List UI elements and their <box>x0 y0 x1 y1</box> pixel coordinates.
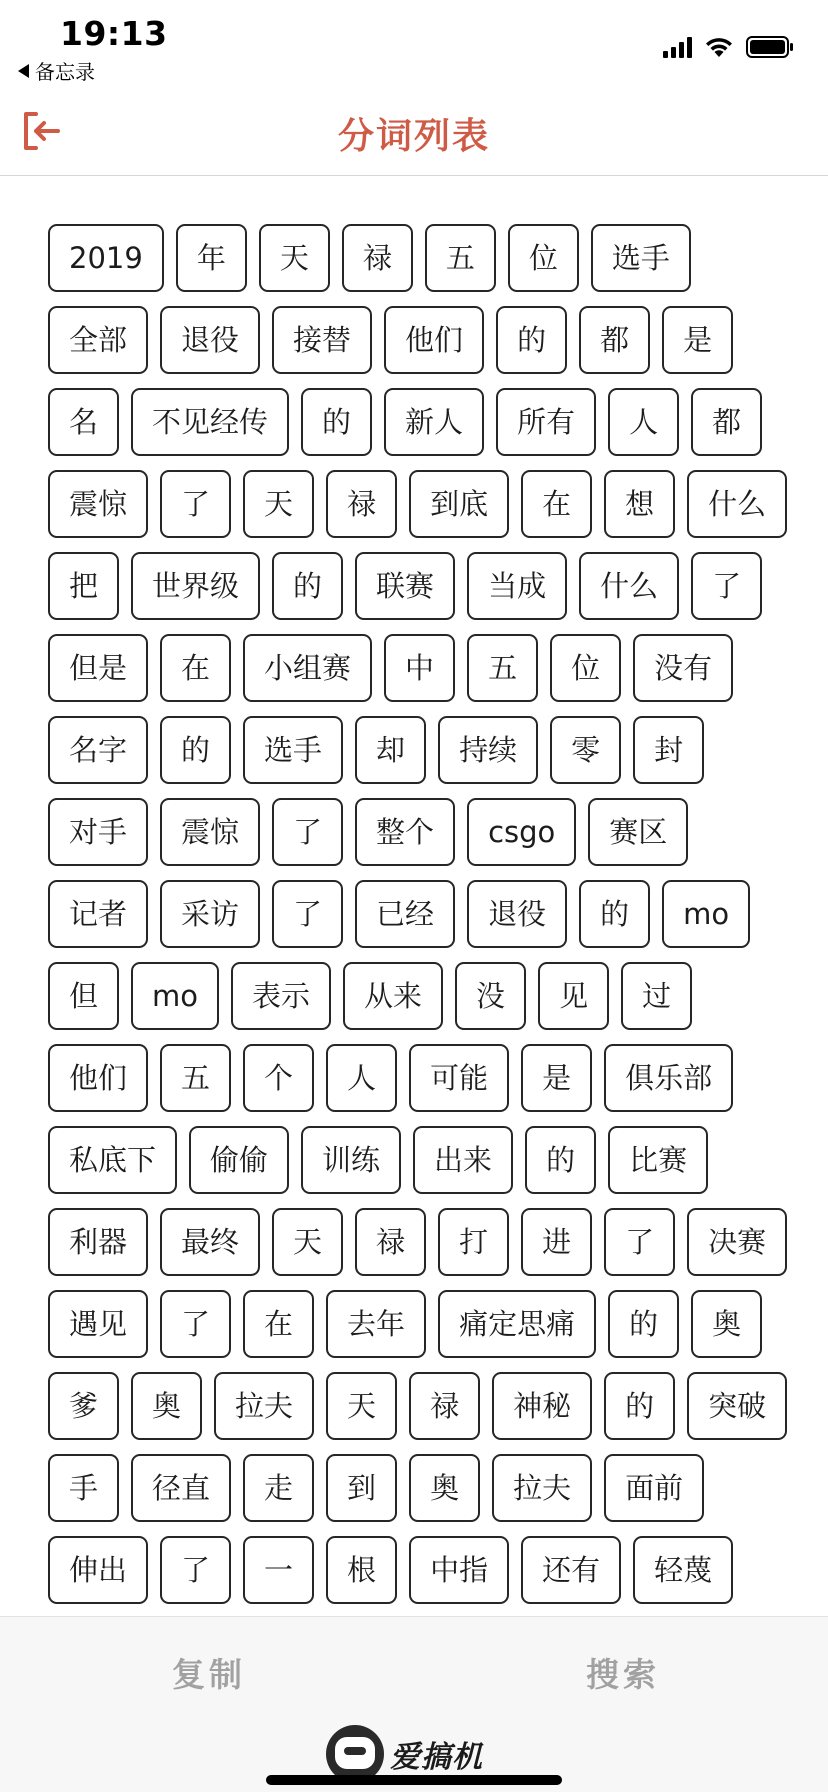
token-chip[interactable]: 奥 <box>131 1372 202 1440</box>
token-chip[interactable]: 私底下 <box>48 1126 177 1194</box>
token-chip[interactable]: 禄 <box>342 224 413 292</box>
token-chip[interactable]: 了 <box>160 1536 231 1604</box>
token-chip[interactable]: 是 <box>521 1044 592 1112</box>
token-chip[interactable]: 位 <box>550 634 621 702</box>
token-chip[interactable]: 接替 <box>272 306 372 374</box>
token-chip[interactable]: 已经 <box>355 880 455 948</box>
token-chip[interactable]: 持续 <box>438 716 538 784</box>
page-title: 分词列表 <box>337 116 490 157</box>
token-chip[interactable]: 对手 <box>48 798 148 866</box>
token-chip[interactable]: 的 <box>579 880 650 948</box>
status-bar <box>0 0 828 88</box>
token-chip[interactable]: 了 <box>604 1208 675 1276</box>
token-chip[interactable]: 轻蔑 <box>633 1536 733 1604</box>
token-chip[interactable]: 遇见 <box>48 1290 148 1358</box>
wifi-icon <box>704 36 734 58</box>
token-chip[interactable]: 选手 <box>591 224 691 292</box>
token-chip[interactable]: 走 <box>243 1454 314 1522</box>
token-chip[interactable]: 把 <box>48 552 119 620</box>
token-chip[interactable]: 都 <box>579 306 650 374</box>
token-chip[interactable]: 去年 <box>326 1290 426 1358</box>
token-chip[interactable]: 封 <box>633 716 704 784</box>
token-chip[interactable]: 训练 <box>301 1126 401 1194</box>
token-chip[interactable]: 打 <box>438 1208 509 1276</box>
token-list <box>48 224 788 1686</box>
token-chip[interactable]: 见 <box>538 962 609 1030</box>
token-chip[interactable]: 退役 <box>160 306 260 374</box>
token-chip[interactable]: 中指 <box>409 1536 509 1604</box>
token-chip[interactable]: 没 <box>455 962 526 1030</box>
search-button[interactable]: 搜索 <box>586 1655 660 1694</box>
token-chip[interactable]: 的 <box>301 388 372 456</box>
token-chip[interactable]: 进 <box>521 1208 592 1276</box>
token-chip[interactable]: 了 <box>272 880 343 948</box>
token-chip[interactable]: 震惊 <box>160 798 260 866</box>
token-chip[interactable]: 最终 <box>160 1208 260 1276</box>
token-chip[interactable]: 了 <box>272 798 343 866</box>
token-chip[interactable]: 到 <box>326 1454 397 1522</box>
token-chip[interactable]: 的 <box>160 716 231 784</box>
battery-icon <box>746 36 794 58</box>
token-chip[interactable]: 五 <box>467 634 538 702</box>
home-indicator[interactable] <box>266 1775 562 1785</box>
token-chip[interactable]: 想 <box>604 470 675 538</box>
token-chip[interactable]: 的 <box>496 306 567 374</box>
token-chip[interactable]: 表示 <box>231 962 331 1030</box>
token-chip[interactable]: 的 <box>525 1126 596 1194</box>
token-chip[interactable]: 人 <box>608 388 679 456</box>
token-chip[interactable]: 的 <box>272 552 343 620</box>
copy-button[interactable]: 复制 <box>172 1655 246 1694</box>
back-to-app-button[interactable] <box>18 56 95 85</box>
token-chip[interactable]: 手 <box>48 1454 119 1522</box>
token-chip[interactable]: 但 <box>48 962 119 1030</box>
token-chip[interactable]: 中 <box>384 634 455 702</box>
app-header <box>0 88 828 176</box>
token-chip[interactable]: 从来 <box>343 962 443 1030</box>
token-chip[interactable]: 爹 <box>48 1372 119 1440</box>
token-chip[interactable]: 什么 <box>579 552 679 620</box>
token-chip[interactable]: 名 <box>48 388 119 456</box>
token-chip[interactable]: 所有 <box>496 388 596 456</box>
back-triangle-icon <box>18 64 29 78</box>
token-chip[interactable]: 年 <box>176 224 247 292</box>
token-chip[interactable]: 在 <box>243 1290 314 1358</box>
token-chip[interactable]: 可能 <box>409 1044 509 1112</box>
token-chip[interactable]: 径直 <box>131 1454 231 1522</box>
token-chip[interactable]: 天 <box>259 224 330 292</box>
token-chip[interactable]: 赛区 <box>588 798 688 866</box>
token-chip[interactable]: 突破 <box>687 1372 787 1440</box>
token-chip[interactable]: 当成 <box>467 552 567 620</box>
token-chip[interactable]: 过 <box>621 962 692 1030</box>
token-chip[interactable]: 五 <box>160 1044 231 1112</box>
token-chip[interactable]: 禄 <box>355 1208 426 1276</box>
token-chip[interactable]: 偷偷 <box>189 1126 289 1194</box>
token-chip[interactable]: 记者 <box>48 880 148 948</box>
token-chip[interactable]: 都 <box>691 388 762 456</box>
token-chip[interactable]: 的 <box>608 1290 679 1358</box>
token-chip[interactable]: 了 <box>160 470 231 538</box>
status-icons <box>663 36 794 58</box>
token-scroll-area[interactable] <box>0 176 828 1616</box>
token-chip[interactable]: 震惊 <box>48 470 148 538</box>
token-chip[interactable]: 出来 <box>413 1126 513 1194</box>
token-chip[interactable]: mo <box>131 962 219 1030</box>
token-chip[interactable]: 却 <box>355 716 426 784</box>
token-chip[interactable]: csgo <box>467 798 576 866</box>
token-chip[interactable]: 新人 <box>384 388 484 456</box>
token-chip[interactable]: 奥 <box>409 1454 480 1522</box>
token-chip[interactable]: 退役 <box>467 880 567 948</box>
token-chip[interactable]: 还有 <box>521 1536 621 1604</box>
token-chip[interactable]: 禄 <box>409 1372 480 1440</box>
token-chip[interactable]: 决赛 <box>687 1208 787 1276</box>
token-chip[interactable]: 位 <box>508 224 579 292</box>
token-chip[interactable]: 到底 <box>409 470 509 538</box>
token-chip[interactable]: 没有 <box>633 634 733 702</box>
token-chip[interactable]: 禄 <box>326 470 397 538</box>
token-chip[interactable]: 不见经传 <box>131 388 289 456</box>
token-chip[interactable]: 零 <box>550 716 621 784</box>
token-chip[interactable]: 天 <box>272 1208 343 1276</box>
token-chip[interactable]: 小组赛 <box>243 634 372 702</box>
token-chip[interactable]: 俱乐部 <box>604 1044 733 1112</box>
token-chip[interactable]: 天 <box>243 470 314 538</box>
logo-text: 爱搞机 <box>390 1740 483 1775</box>
token-chip[interactable]: 根 <box>326 1536 397 1604</box>
token-chip[interactable]: 在 <box>521 470 592 538</box>
token-chip[interactable]: 2019 <box>48 224 164 292</box>
token-chip[interactable]: mo <box>662 880 750 948</box>
token-chip[interactable]: 名字 <box>48 716 148 784</box>
token-chip[interactable]: 利器 <box>48 1208 148 1276</box>
token-chip[interactable]: 拉夫 <box>492 1454 592 1522</box>
token-chip[interactable]: 联赛 <box>355 552 455 620</box>
token-chip[interactable]: 个 <box>243 1044 314 1112</box>
token-chip[interactable]: 了 <box>691 552 762 620</box>
back-app-label: 备忘录 <box>35 60 95 84</box>
token-chip[interactable]: 痛定思痛 <box>438 1290 596 1358</box>
token-chip[interactable]: 神秘 <box>492 1372 592 1440</box>
token-chip[interactable]: 的 <box>604 1372 675 1440</box>
token-chip[interactable]: 整个 <box>355 798 455 866</box>
status-time: 19:13 <box>60 14 168 53</box>
token-chip[interactable]: 拉夫 <box>214 1372 314 1440</box>
token-chip[interactable]: 比赛 <box>608 1126 708 1194</box>
token-chip[interactable]: 是 <box>662 306 733 374</box>
signal-icon <box>663 36 692 58</box>
token-chip[interactable]: 选手 <box>243 716 343 784</box>
token-chip[interactable]: 他们 <box>48 1044 148 1112</box>
token-chip[interactable]: 采访 <box>160 880 260 948</box>
token-chip[interactable]: 面前 <box>604 1454 704 1522</box>
token-chip[interactable]: 什么 <box>687 470 787 538</box>
token-chip[interactable]: 一 <box>243 1536 314 1604</box>
bottom-bar <box>0 1616 828 1792</box>
token-chip[interactable]: 了 <box>160 1290 231 1358</box>
token-chip[interactable]: 天 <box>326 1372 397 1440</box>
token-chip[interactable]: 人 <box>326 1044 397 1112</box>
token-chip[interactable]: 世界级 <box>131 552 260 620</box>
token-chip[interactable]: 奥 <box>691 1290 762 1358</box>
token-chip[interactable]: 但是 <box>48 634 148 702</box>
token-chip[interactable]: 全部 <box>48 306 148 374</box>
token-chip[interactable]: 在 <box>160 634 231 702</box>
token-chip[interactable]: 五 <box>425 224 496 292</box>
token-chip[interactable]: 他们 <box>384 306 484 374</box>
token-chip[interactable]: 伸出 <box>48 1536 148 1604</box>
